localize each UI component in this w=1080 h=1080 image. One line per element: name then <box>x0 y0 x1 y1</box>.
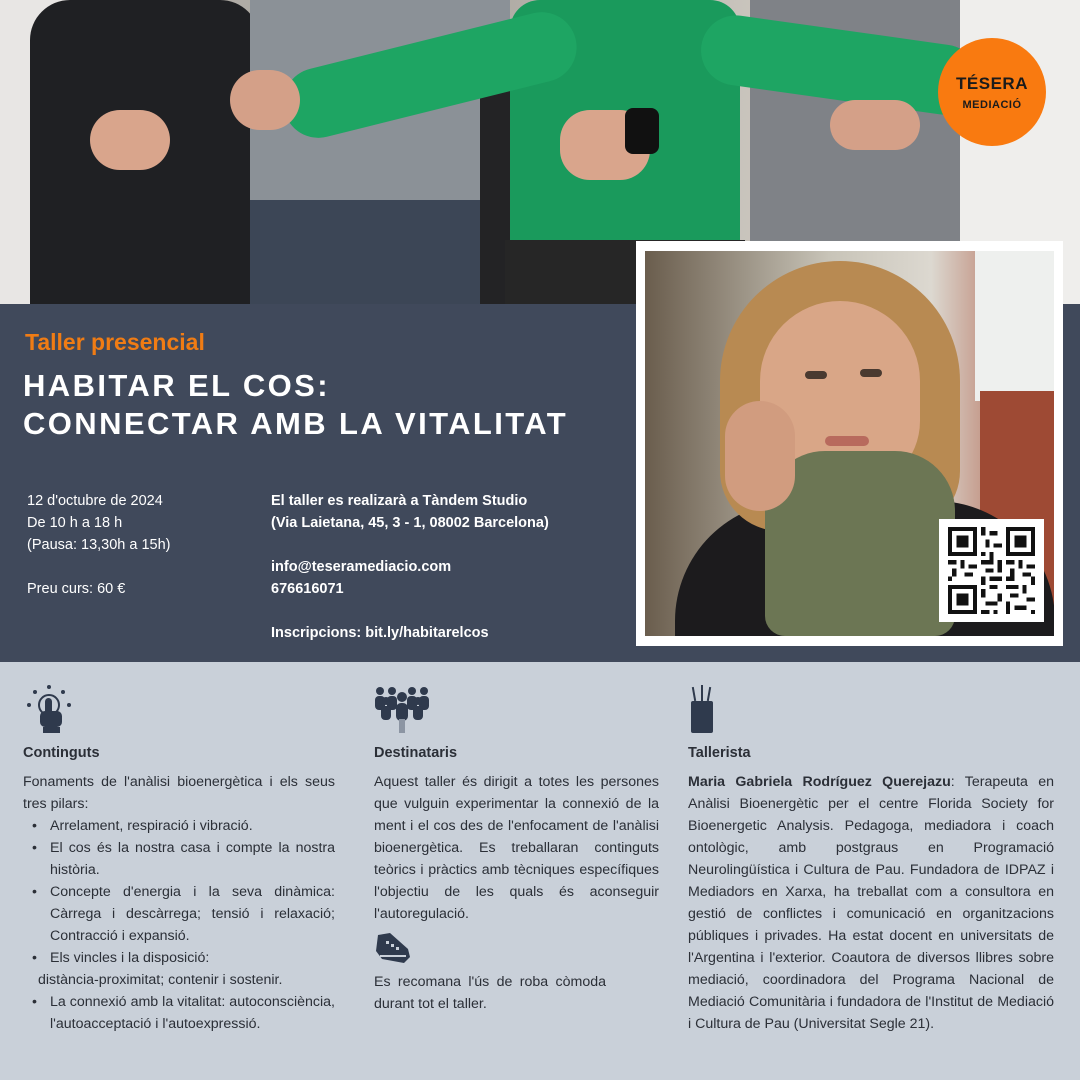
tesera-logo <box>938 38 1046 146</box>
title-line1: HABITAR EL COS: <box>23 368 330 403</box>
registration-link[interactable]: Inscripcions: bit.ly/habitarelcos <box>271 625 489 641</box>
list-item: • Arrelament, respiració i vibració. <box>23 815 335 837</box>
qr-code-icon[interactable] <box>939 519 1044 622</box>
venue-line2: (Via Laietana, 45, 3 - 1, 08002 Barcelona) <box>271 515 549 531</box>
title-line2: CONNECTAR AMB LA VITALITAT <box>23 406 569 441</box>
venue-line1: El taller es realizarà a Tàndem Studio <box>271 493 528 509</box>
event-contact <box>271 490 631 644</box>
touch-hand-icon <box>23 683 335 733</box>
event-pause: (Pausa: 13,30h a 15h) <box>27 537 171 553</box>
list-item: • El cos és la nostra casa i compte la nostra història. <box>23 837 335 881</box>
list-item: • La connexió amb la vitalitat: autoconsciència, l'autoacceptació i l'autoexpressió. <box>23 991 335 1035</box>
audience-text: Aquest taller és dirigit a totes les persones que vulguin experimentar la connexió de la ment i el cos des de l'enfocament de l'anàlisi bioenergètica. Es treballaran continguts teòrics i pràctics amb tècniques específiques l'objectiu de les quals és aconseguir l'autoregulació. <box>374 774 659 922</box>
list-item: • Els vincles i la disposició: <box>23 947 335 969</box>
event-time: De 10 h a 18 h <box>27 515 123 531</box>
contents-column <box>23 683 335 1035</box>
contents-body <box>23 771 335 1035</box>
event-type: Taller presencial <box>25 329 205 355</box>
audience-column <box>374 683 659 1015</box>
logo-line2: MEDIACIÓ <box>962 98 1022 111</box>
sneaker-icon <box>374 931 659 967</box>
audience-heading: Destinataris <box>374 745 458 761</box>
list-item: distància-proximitat; contenir i sostenir. <box>38 972 283 988</box>
contact-phone[interactable]: 676616071 <box>271 581 344 597</box>
list-item: • Concepte d'energia i la seva dinàmica: Càrrega i descàrrega; tensió i relaxació; Contracció i expansió. <box>23 881 335 947</box>
clothing-note: Es recomana l'ús de roba còmoda durant tot el taller. <box>374 974 606 1012</box>
contents-list <box>23 815 335 1035</box>
event-title <box>23 367 568 443</box>
facilitator-bio-block <box>688 771 1054 1035</box>
facilitator-column <box>688 683 1054 1035</box>
event-schedule <box>27 490 247 600</box>
contact-email[interactable]: info@teseramediacio.com <box>271 559 452 575</box>
event-date: 12 d'octubre de 2024 <box>27 493 163 509</box>
facilitator-bio: : Terapeuta en Anàlisi Bioenergètic per el centre Florida Society for Bioenergetic Analysis. Pedagoga, mediadora i coach ontològic, amb postgraus en Programació Neurolingüística i Cultura de Pau. Fundadora de IDPAZ i Mediadors en Xarxa, ha treballat com a consultora en gestió de conflictes i comunicació en organitzacions públiques i privades. Ha estat docent en universitats de l'Argentina i l'exterior. Coautora de diversos llibres sobre mediació, coordinadora del Programa Nacional de Mediació Comunitària i fundadora de l'Institut de Mediació i Cultura de Pau (Universitat Segle 21). <box>688 774 1055 1032</box>
facilitator-name: Maria Gabriela Rodríguez Querejazu <box>688 774 951 790</box>
people-group-icon <box>374 683 659 733</box>
event-price: Preu curs: 60 € <box>27 581 126 597</box>
contents-heading: Continguts <box>23 745 100 761</box>
logo-line1: TÉSERA <box>956 73 1028 93</box>
contents-intro: Fonaments de l'anàlisi bioenergètica i els seus tres pilars: <box>23 774 335 812</box>
pencil-cup-icon <box>688 683 1054 733</box>
facilitator-heading: Tallerista <box>688 745 751 761</box>
